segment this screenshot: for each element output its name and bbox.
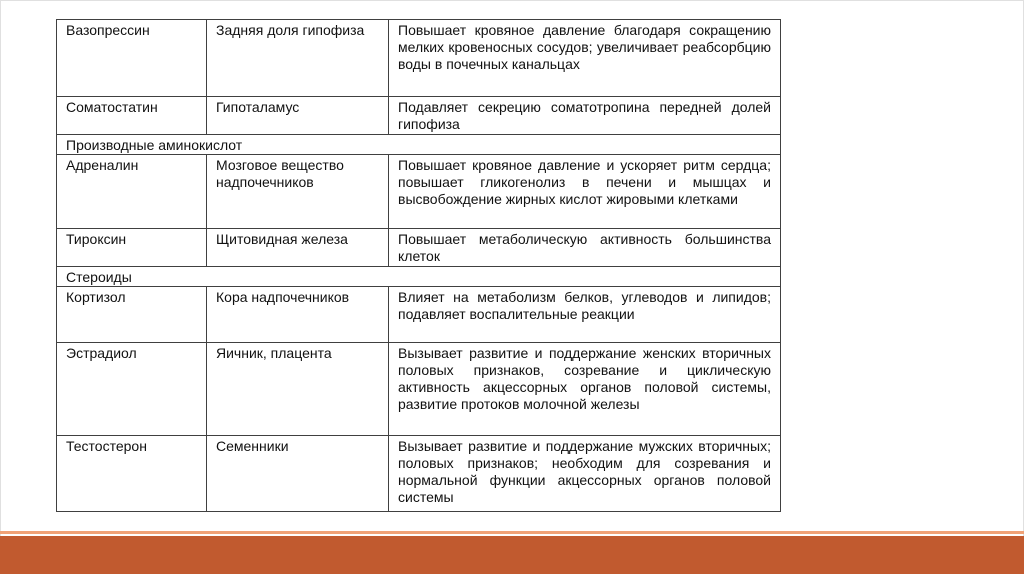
footer-accent-bar [0,536,1024,574]
table-row [57,20,781,97]
hormone-effect: Повышает метаболическую активность большинства клеток [389,229,781,267]
table-row [57,97,781,135]
hormone-source: Яичник, плацента [207,343,389,436]
accent-stripe [0,531,1024,534]
hormone-name: Эстрадиол [57,343,207,436]
hormone-source: Задняя доля гипофиза [207,20,389,97]
hormone-name: Адреналин [57,155,207,229]
hormone-name: Тироксин [57,229,207,267]
hormone-effect: Влияет на метаболизм белков, углеводов и липидов; подавляет воспалительные реакции [389,287,781,343]
table-row [57,436,781,512]
hormone-source: Мозговое вещество надпочечников [207,155,389,229]
hormone-name: Вазопрессин [57,20,207,97]
table-row [57,155,781,229]
hormone-effect: Подавляет секрецию соматотропина передней долей гипофиза [389,97,781,135]
hormone-source: Семенники [207,436,389,512]
section-row [57,135,781,155]
hormone-name: Соматостатин [57,97,207,135]
hormone-table [56,19,781,512]
table-row [57,343,781,436]
hormone-effect: Вызывает развитие и поддержание женских вторичных половых признаков, созревание и циклическую активность акцессорных органов половой системы, развитие протоков молочной железы [389,343,781,436]
hormone-source: Кора надпочечников [207,287,389,343]
table-row [57,229,781,267]
hormone-effect: Повышает кровяное давление благодаря сокращению мелких кровеносных сосудов; увеличивает реабсорбцию воды в почечных канальцах [389,20,781,97]
hormone-effect: Повышает кровяное давление и ускоряет ритм сердца; повышает гликогенолиз в печени и мышцах и высвобождение жирных кислот жировыми клетками [389,155,781,229]
section-title: Производные аминокислот [57,135,781,155]
hormone-source: Щитовидная железа [207,229,389,267]
section-title: Стероиды [57,267,781,287]
section-row [57,267,781,287]
hormone-name: Кортизол [57,287,207,343]
hormone-effect: Вызывает развитие и поддержание мужских вторичных; половых признаков; необходим для созревания и нормальной функции акцессорных органов половой системы [389,436,781,512]
hormone-name: Тестостерон [57,436,207,512]
table-row [57,287,781,343]
hormone-source: Гипоталамус [207,97,389,135]
